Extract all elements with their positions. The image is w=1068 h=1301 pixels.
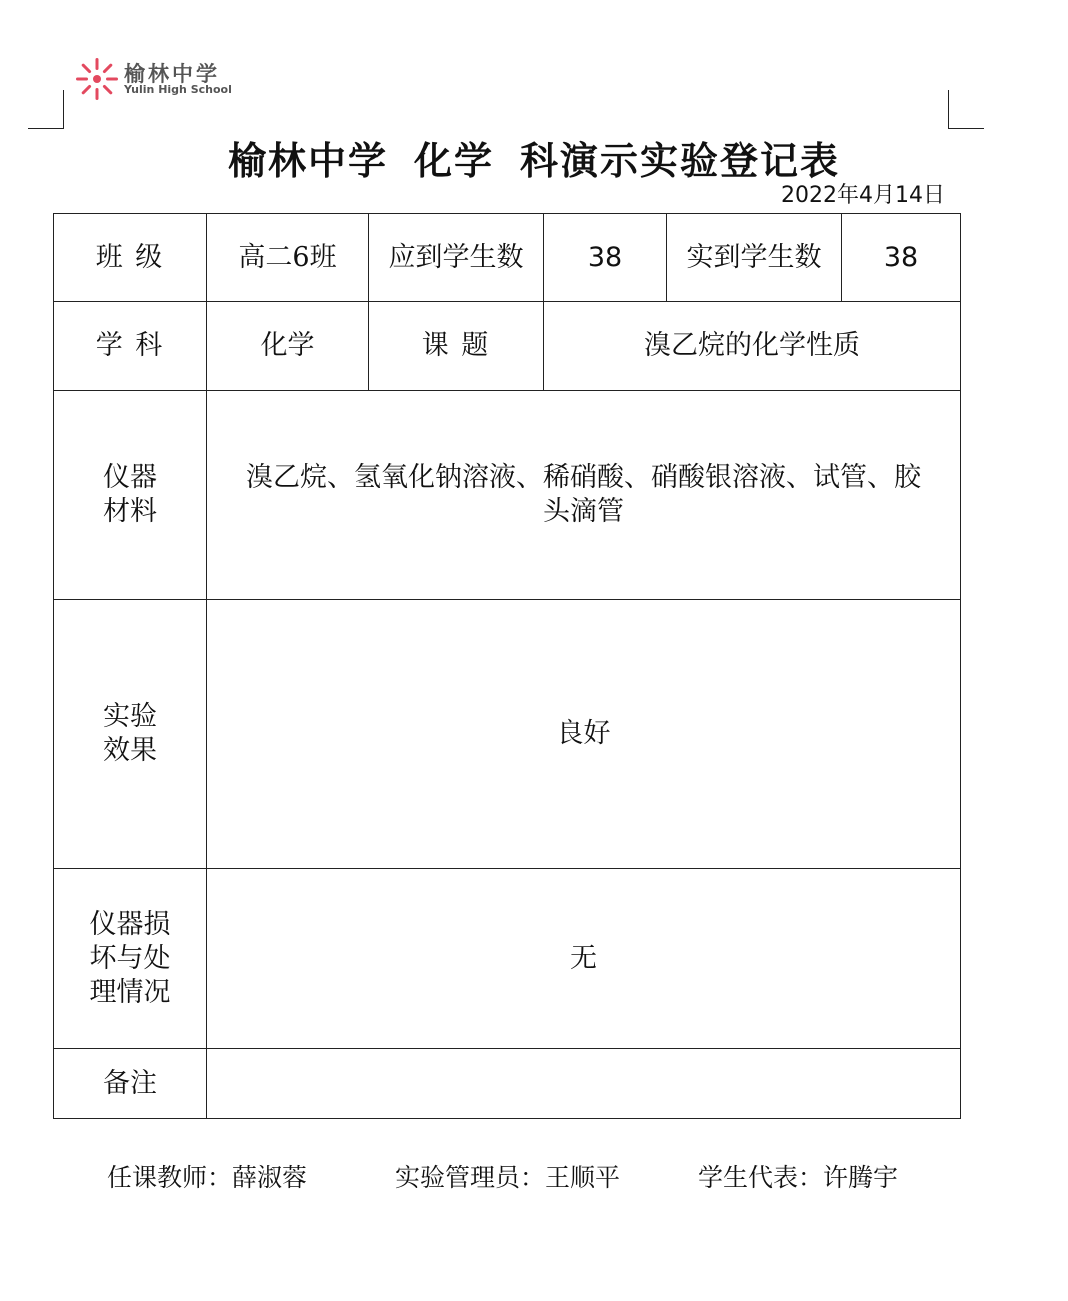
title-suffix: 科演示实验登记表 [520,138,841,183]
table-row [54,1049,961,1119]
logo-name-en: Yulin High School [124,83,232,96]
topic-value: 溴乙烷的化学性质 [544,302,961,391]
subject-value: 化学 [207,302,369,391]
school-logo [74,56,244,102]
admin-signature: 实验管理员：王顺平 [395,1163,621,1192]
damage-label: 仪器损 坏与处 理情况 [54,869,207,1049]
form-date: 2022年4月14日 [781,183,945,208]
expected-students-label: 应到学生数 [369,214,544,302]
actual-students-value: 38 [842,214,961,302]
effect-value: 良好 [207,600,961,869]
remark-label: 备注 [54,1049,207,1119]
table-row [54,302,961,391]
crop-mark-left [28,90,64,129]
topic-label: 课 题 [369,302,544,391]
remark-value [207,1049,961,1119]
table-row [54,214,961,302]
title-subject: 化学 [413,138,494,183]
table-row [54,869,961,1049]
damage-value: 无 [207,869,961,1049]
subject-label: 学 科 [54,302,207,391]
teacher-signature: 任课教师：薛淑蓉 [107,1163,308,1192]
flower-logo-icon [74,56,120,102]
expected-students-value: 38 [544,214,667,302]
title-school: 榆林中学 [227,138,388,183]
actual-students-label: 实到学生数 [667,214,842,302]
materials-value: 溴乙烷、氢氧化钠溶液、稀硝酸、硝酸银溶液、试管、胶头滴管 [207,391,961,600]
class-label: 班 级 [54,214,207,302]
effect-label: 实验 效果 [54,600,207,869]
crop-mark-right [948,90,984,129]
student-rep-signature: 学生代表：许腾宇 [698,1163,899,1192]
class-value: 高二6班 [207,214,369,302]
table-row [54,391,961,600]
page-title [0,130,1068,185]
table-row [54,600,961,869]
materials-label: 仪器 材料 [54,391,207,600]
experiment-register-table [53,213,961,1119]
logo-name-cn: 榆林中学 [124,62,220,86]
